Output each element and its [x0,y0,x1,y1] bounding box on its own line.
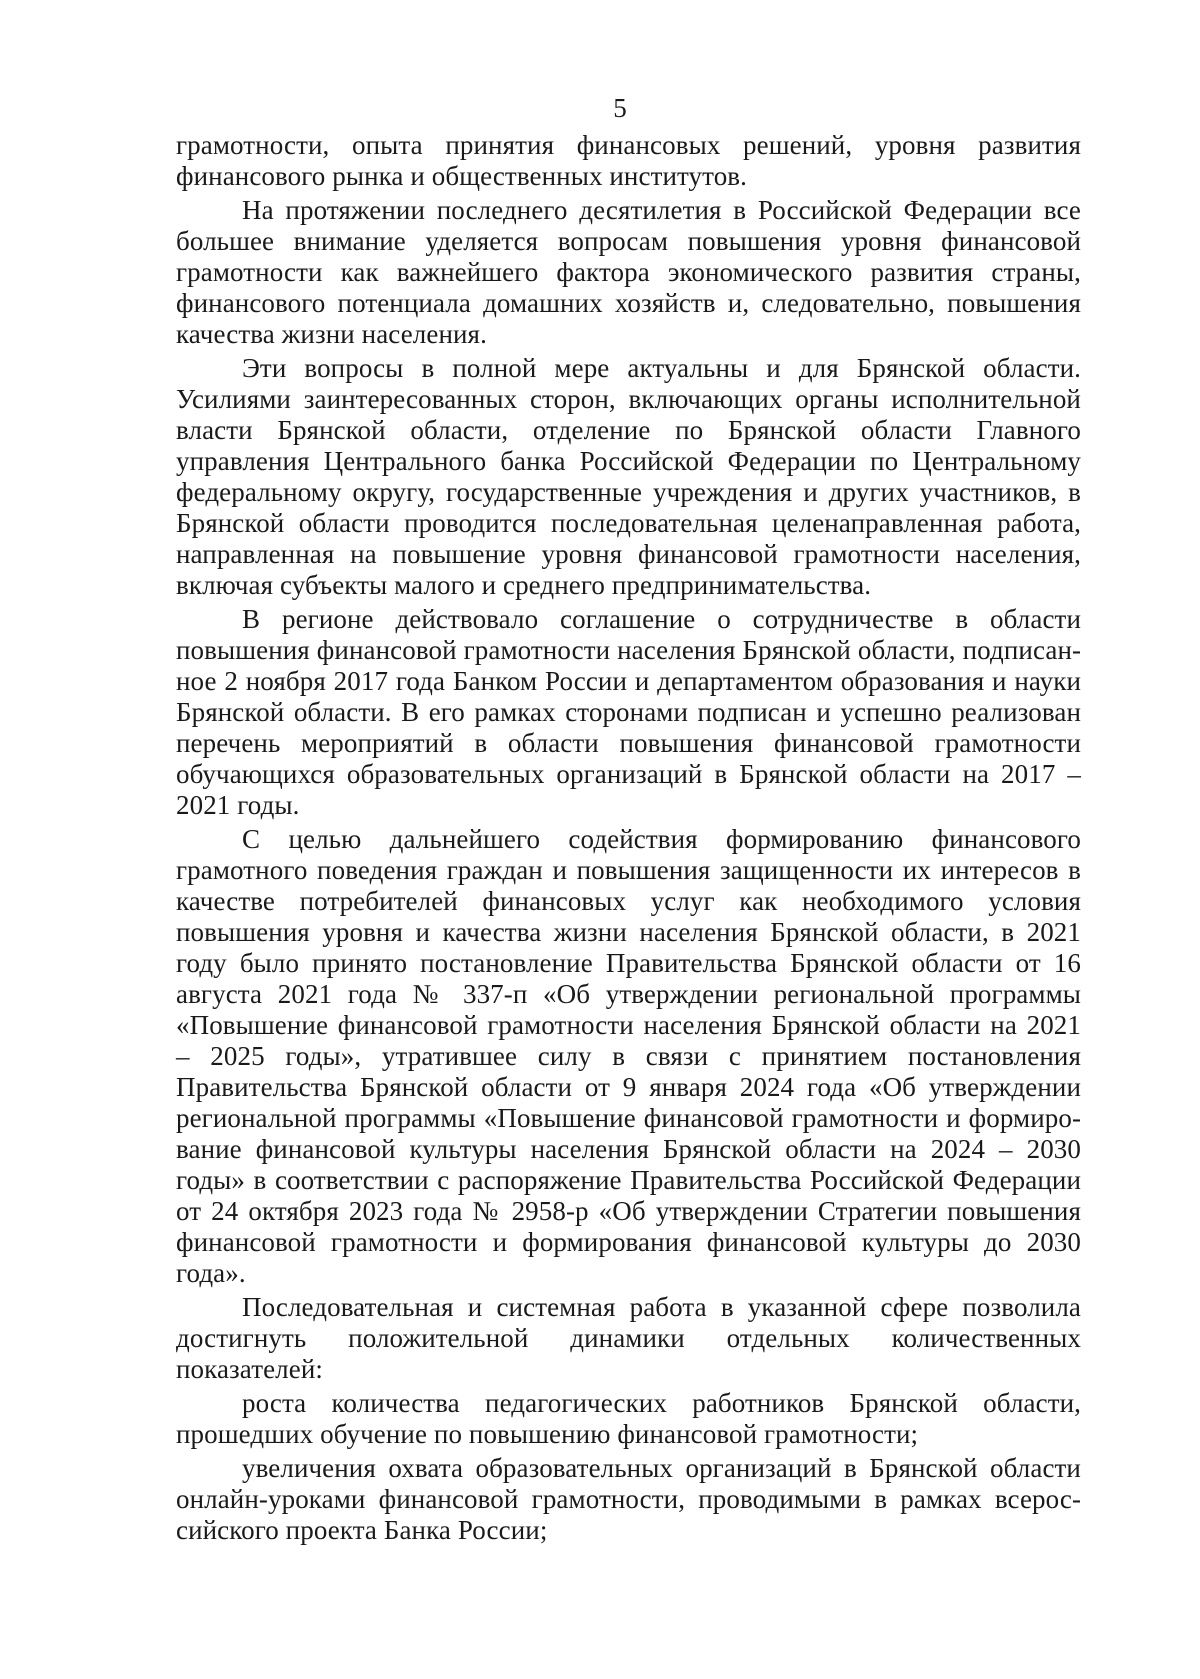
paragraph: С целью дальнейшего содействия формированию финансового грамотного поведения граждан и повышения защищенности их интересов в качестве потребителей финансовых услуг как необходимого условия повышения уровня и качества жизни населения Брянской области, в 2021 году было принято постановление Правительства Брянской области от 16 августа 2021 года № 337-п «Об утверждении региональной программы «Повышение финансовой грамотности населения Брянской области на 2021 – 2025 годы», утратившее силу в связи с принятием постановления Правительства Брянской области от 9 января 2024 года «Об утверждении региональной программы «Повышение финансовой грамотности и формирование финансовой культуры населения Брянской области на 2024 – 2030 годы» в соответствии с распоряжение Правительства Российской Федерации от 24 октября 2023 года № 2958-р «Об утверждении Стратегии повышения финансовой грамотности и формирования финансовой культуры до 2030 года». [176,824,1081,1288]
paragraph: увеличения охвата образовательных организаций в Брянской области онлайн-уроками финансовой грамотности, проводимыми в рамках всероссийского проекта Банка России; [176,1453,1081,1545]
paragraph: На протяжении последнего десятилетия в Российской Федерации все большее внимание уделяется вопросам повышения уровня финансовой грамотности как важнейшего фактора экономического развития страны, финансового потенциала домашних хозяйств и, следовательно, повышения качества жизни населения. [176,195,1081,349]
paragraph: роста количества педагогических работников Брянской области, прошедших обучение по повышению финансовой грамотности; [176,1388,1081,1449]
paragraph: Эти вопросы в полной мере актуальны и для Брянской области. Усилиями заинтересованных сторон, включающих органы исполнительной власти Брянской области, отделение по Брянской области Главного управления Центрального банка Российской Федерации по Центральному федеральному округу, государственные учреждения и других участников, в Брянской области проводится последовательная целенаправленная работа, направленная на повышение уровня финансовой грамотности населения, включая субъекты малого и среднего предпринимательства. [176,353,1081,600]
page-number: 5 [613,93,627,123]
paragraph: Последовательная и системная работа в указанной сфере позволила достигнуть положительной динамики отдельных количественных показателей: [176,1292,1081,1384]
document-body [176,130,1081,1549]
paragraph: грамотности, опыта принятия финансовых решений, уровня развития финансового рынка и общественных институтов. [176,130,1081,191]
paragraph: В регионе действовало соглашение о сотрудничестве в области повышения финансовой грамотности населения Брянской области, подписанное 2 ноября 2017 года Банком России и департаментом образования и науки Брянской области. В его рамках сторонами подписан и успешно реализован перечень мероприятий в области повышения финансовой грамотности обучающихся образовательных организаций в Брянской области на 2017 – 2021 годы. [176,604,1081,820]
